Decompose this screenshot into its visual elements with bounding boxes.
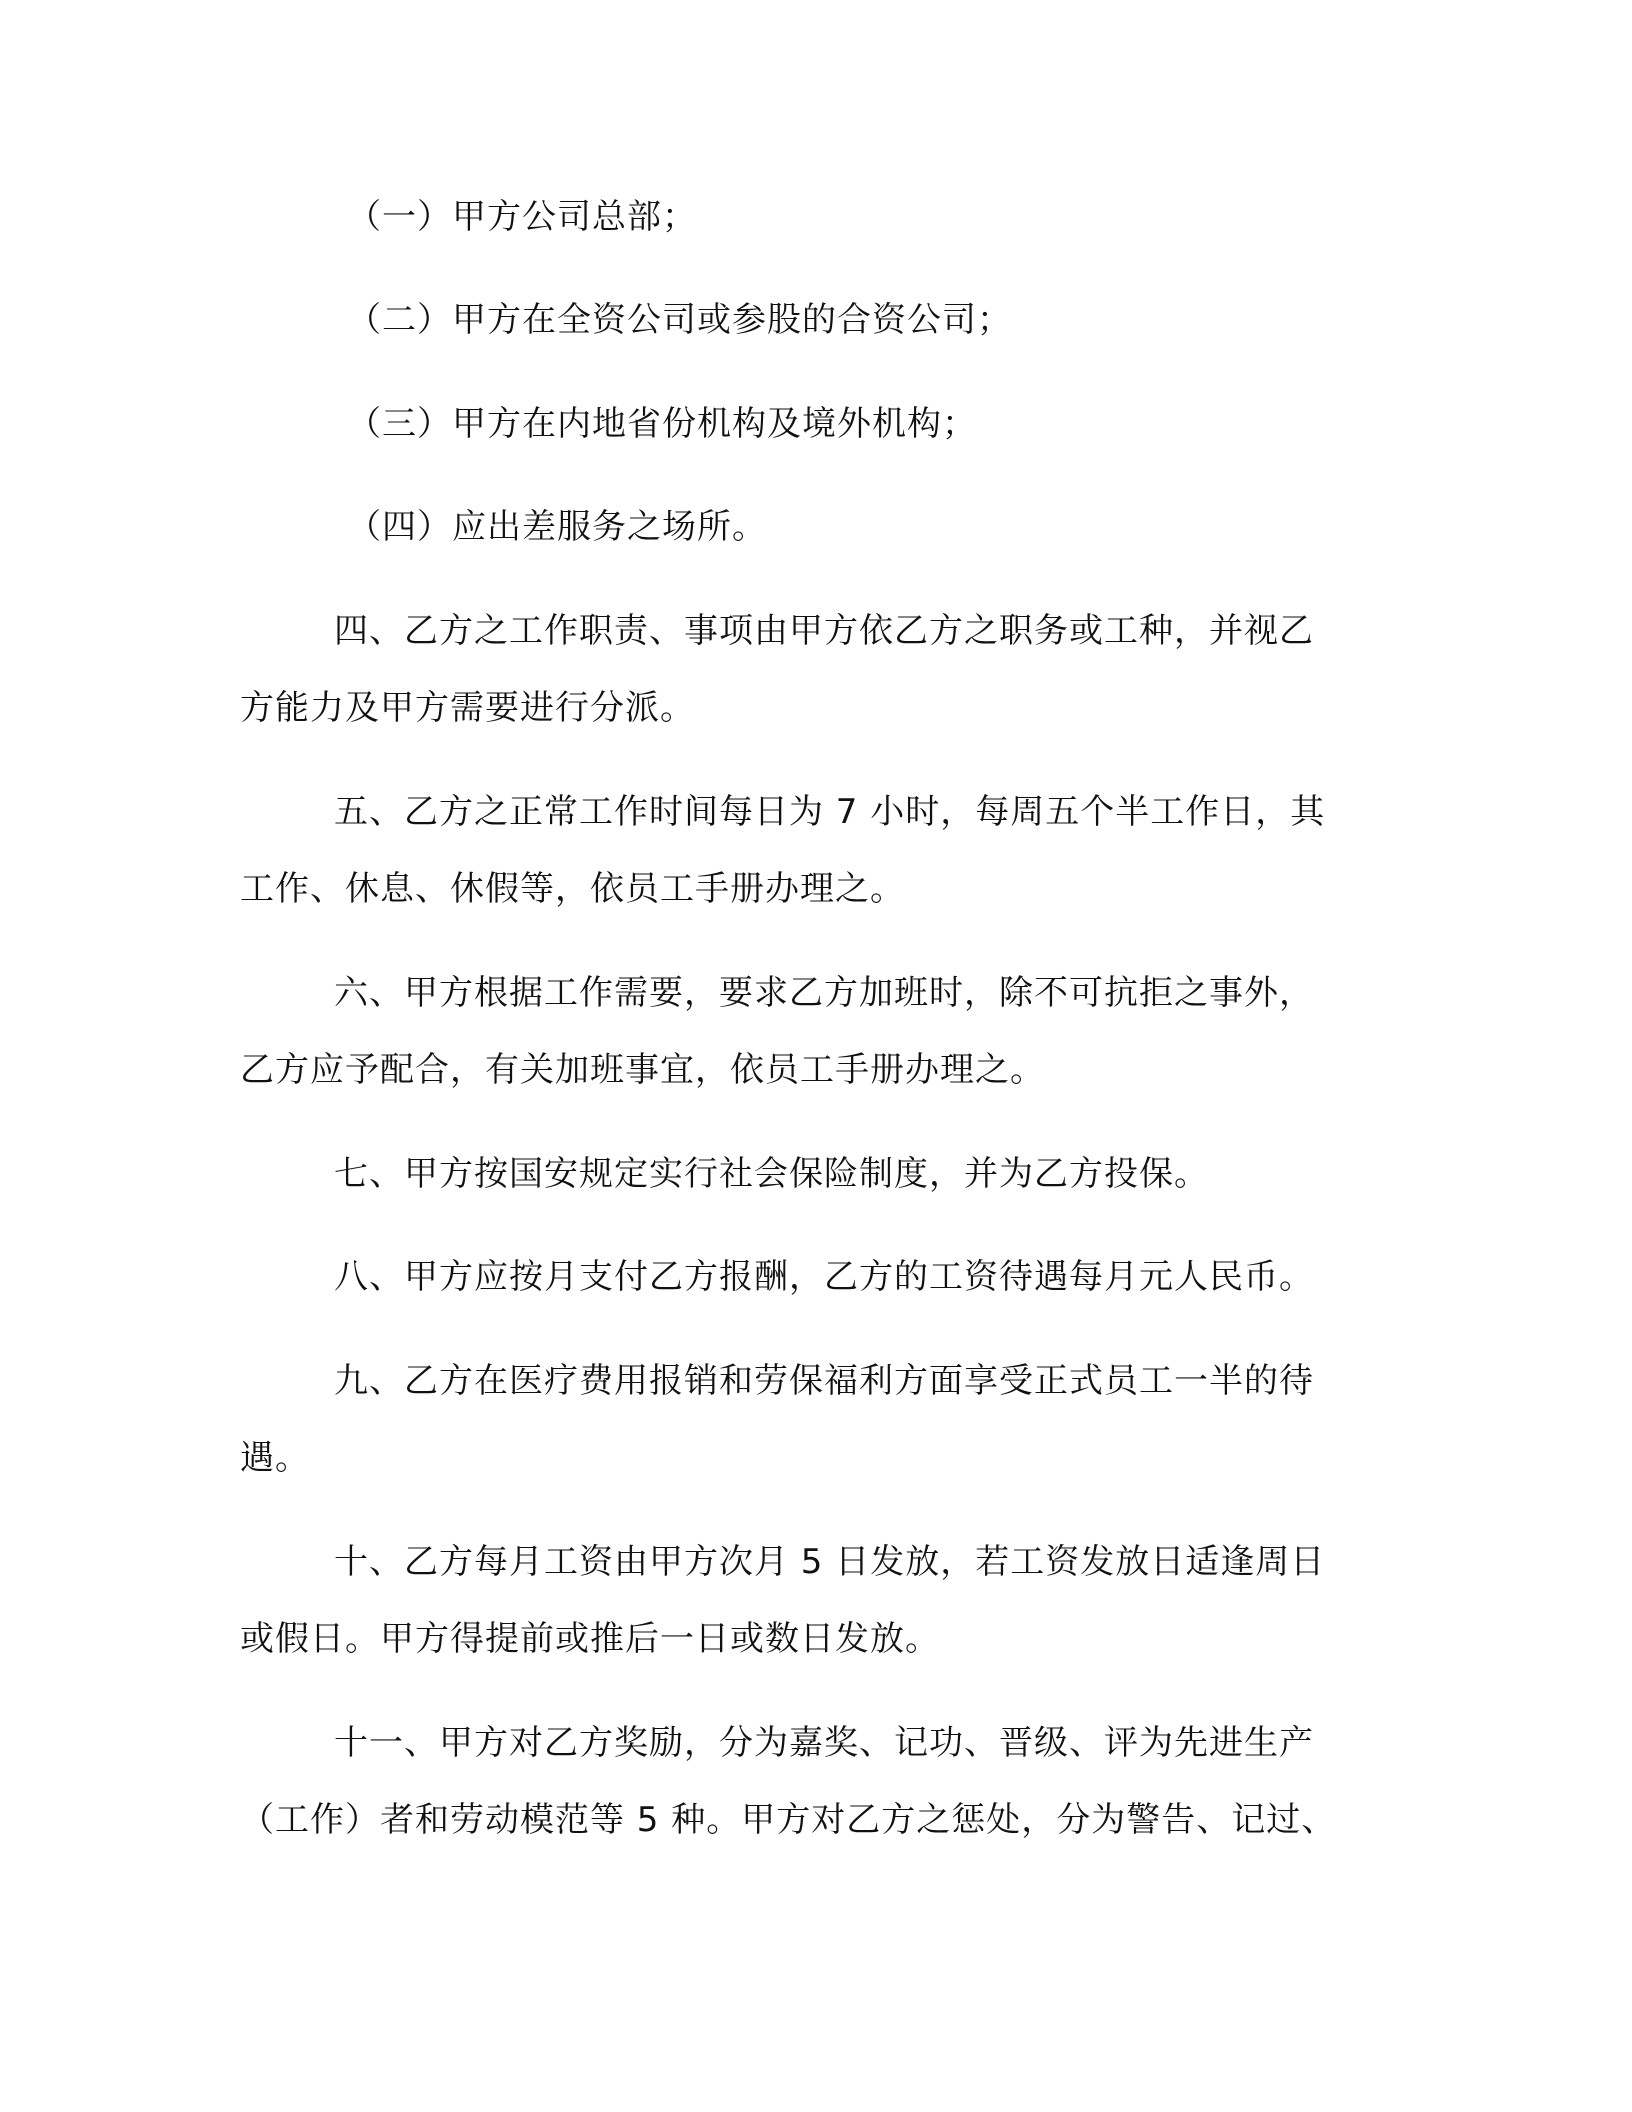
clause-3-item-2: （二）甲方在全资公司或参股的合资公司；: [347, 300, 1012, 340]
clause-3-item-4: （四）应出差服务之场所。: [347, 507, 767, 547]
clause-5-line-2: 工作、休息、休假等，依员工手册办理之。: [240, 869, 905, 909]
clause-10-line-1: 十、乙方每月工资由甲方次月 5 日发放，若工资发放日适逢周日: [334, 1542, 1326, 1582]
clause-3-item-1: （一）甲方公司总部；: [347, 197, 697, 237]
clause-9-line-1: 九、乙方在医疗费用报销和劳保福利方面享受正式员工一半的待: [334, 1361, 1314, 1401]
clause-5-line-1: 五、乙方之正常工作时间每日为 7 小时，每周五个半工作日，其: [334, 792, 1326, 832]
clause-3-item-3: （三）甲方在内地省份机构及境外机构；: [347, 404, 977, 444]
clause-4-line-2: 方能力及甲方需要进行分派。: [240, 688, 695, 728]
clause-6-line-1: 六、甲方根据工作需要，要求乙方加班时，除不可抗拒之事外，: [334, 973, 1314, 1013]
clause-8-line-1: 八、甲方应按月支付乙方报酬，乙方的工资待遇每月元人民币。: [334, 1257, 1314, 1297]
clause-10-line-2: 或假日。甲方得提前或推后一日或数日发放。: [240, 1619, 940, 1659]
clause-6-line-2: 乙方应予配合，有关加班事宜，依员工手册办理之。: [240, 1050, 1045, 1090]
clause-4-line-1: 四、乙方之工作职责、事项由甲方依乙方之职务或工种，并视乙: [334, 611, 1314, 651]
clause-11-line-2: （工作）者和劳动模范等 5 种。甲方对乙方之惩处，分为警告、记过、: [240, 1800, 1337, 1840]
clause-11-line-1: 十一、甲方对乙方奖励，分为嘉奖、记功、晋级、评为先进生产: [334, 1723, 1314, 1763]
clause-7-line-1: 七、甲方按国安规定实行社会保险制度，并为乙方投保。: [334, 1154, 1209, 1194]
clause-9-line-2: 遇。: [240, 1438, 310, 1478]
